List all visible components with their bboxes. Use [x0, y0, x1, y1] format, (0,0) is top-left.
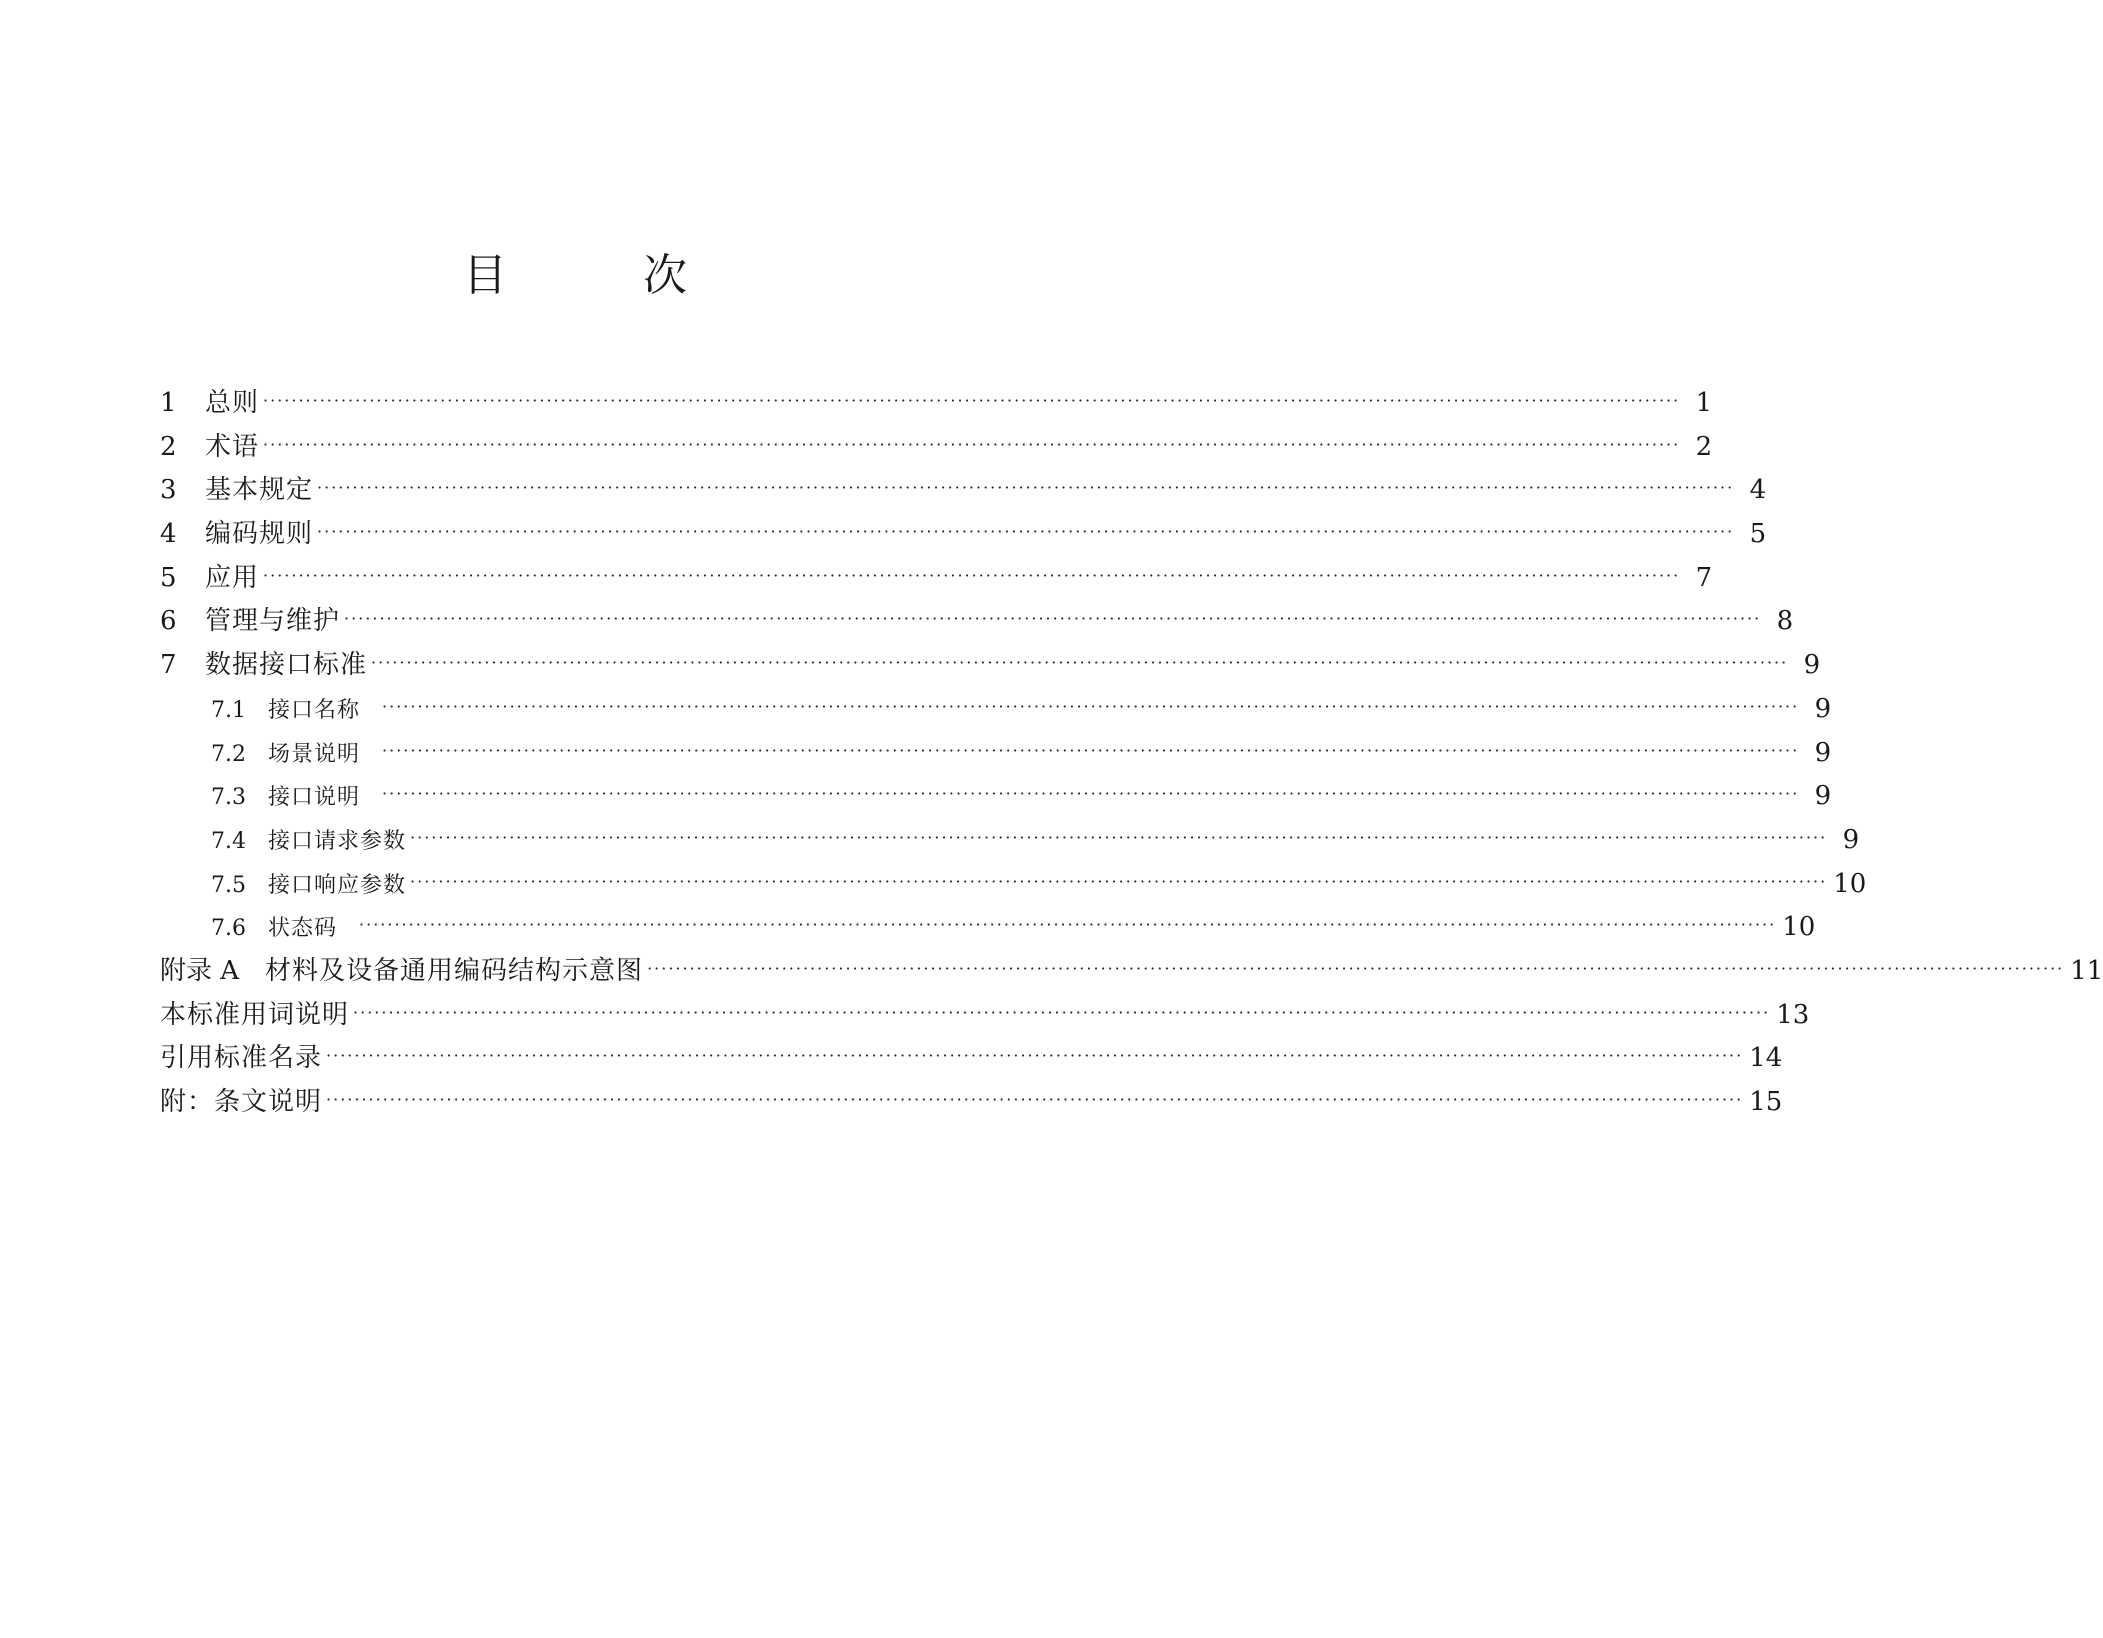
- toc-entry[interactable]: [160, 557, 1713, 601]
- toc-entry[interactable]: [160, 1037, 1783, 1081]
- toc-dot-leader: ········································································································································································································: [263, 565, 1681, 585]
- toc-dot-leader: ········································································································································································································: [326, 1046, 1744, 1066]
- toc-entry[interactable]: [160, 426, 1713, 470]
- toc-dot-leader: ········································································································································································································: [359, 915, 1777, 935]
- toc-entry-label: 材料及设备通用编码结构示意图: [265, 955, 644, 986]
- toc-entry[interactable]: [160, 863, 1867, 907]
- toc-entry-page: 15: [1749, 1087, 1783, 1117]
- toc-entry-label: 引用标准名录: [160, 1043, 323, 1074]
- toc-entry-page: 11: [2070, 955, 2103, 986]
- toc-entry-number: 1: [160, 388, 177, 418]
- toc-dot-leader: ········································································································································································································: [371, 653, 1789, 673]
- toc-entry-page: 13: [1776, 999, 1810, 1030]
- toc-entry-number: 5: [160, 562, 177, 593]
- toc-entry-page: 10: [1833, 868, 1867, 899]
- toc-entry[interactable]: [160, 600, 1794, 644]
- toc-entry[interactable]: [160, 950, 2103, 994]
- toc-entry-label: 术语: [205, 431, 260, 462]
- toc-entry-page: 9: [1814, 781, 1832, 812]
- toc-entry-label: 编码规则: [205, 519, 314, 550]
- toc-entry[interactable]: [160, 1081, 1783, 1125]
- toc-entry-label: 管理与维护: [205, 606, 341, 637]
- toc-entry-page: 1: [1695, 388, 1713, 418]
- toc-dot-leader: ········································································································································································································: [382, 696, 1800, 716]
- toc-entry-label: 接口说明: [268, 785, 361, 811]
- toc-entry-number: 7.1: [211, 697, 246, 723]
- toc-entry-number: 7.5: [211, 872, 246, 898]
- toc-entry-label: 附：条文说明: [160, 1087, 323, 1117]
- toc-entry-page: 10: [1782, 912, 1816, 943]
- toc-entry-label: 基本规定: [205, 475, 314, 506]
- toc-entry-page: 9: [1814, 693, 1832, 724]
- toc-entry-label: 场景说明: [268, 741, 361, 767]
- toc-entry[interactable]: [160, 819, 1860, 863]
- toc-dot-leader: ········································································································································································································: [382, 740, 1800, 760]
- toc-title: 目 次: [463, 250, 733, 301]
- toc-entry-number: 6: [160, 606, 177, 637]
- toc-entry-label: 接口请求参数: [268, 828, 407, 854]
- toc-dot-leader: ········································································································································································································: [317, 478, 1735, 498]
- toc-entry-page: 8: [1776, 606, 1794, 637]
- toc-entry[interactable]: [160, 994, 1810, 1038]
- toc-dot-leader: ········································································································································································································: [263, 434, 1681, 454]
- toc-entry-page: 9: [1842, 824, 1860, 855]
- toc-entry-page: 5: [1749, 519, 1767, 550]
- toc-entry[interactable]: [160, 382, 1713, 426]
- toc-dot-leader: ········································································································································································································: [410, 871, 1828, 891]
- toc-entry-label: 状态码: [268, 916, 338, 942]
- toc-entry-page: 4: [1749, 475, 1767, 506]
- toc-entry[interactable]: [160, 469, 1767, 513]
- toc-entry[interactable]: [160, 906, 1816, 950]
- toc-dot-leader: ········································································································································································································: [263, 391, 1681, 410]
- toc-entry[interactable]: [160, 688, 1832, 732]
- toc-entry-label: 总则: [205, 388, 260, 418]
- toc-entry-number: 7.6: [211, 916, 246, 942]
- toc-entry-label: 应用: [205, 562, 260, 593]
- toc-entry[interactable]: [160, 775, 1832, 819]
- toc-entry-number: 7.4: [211, 828, 246, 854]
- toc-dot-leader: ········································································································································································································: [353, 1002, 1771, 1022]
- toc-entry-page: 9: [1814, 737, 1832, 768]
- toc-entry-number: 4: [160, 519, 177, 550]
- toc-entry-page: 14: [1749, 1043, 1783, 1074]
- toc-entry[interactable]: [160, 513, 1767, 557]
- toc-entry-number: 7: [160, 650, 177, 681]
- toc-entry-number: 2: [160, 431, 177, 462]
- toc-entry-number: 7.2: [211, 741, 246, 767]
- toc-entry-number: 3: [160, 475, 177, 506]
- toc-entry-page: 9: [1803, 650, 1821, 681]
- toc-list: [160, 382, 2103, 1125]
- toc-entry-label: 数据接口标准: [205, 650, 368, 681]
- toc-dot-leader: ········································································································································································································: [317, 522, 1735, 542]
- toc-dot-leader: ········································································································································································································: [410, 827, 1828, 847]
- toc-entry-number: 7.3: [211, 785, 246, 811]
- toc-dot-leader: ········································································································································································································: [382, 784, 1800, 804]
- toc-entry-label: 本标准用词说明: [160, 999, 350, 1030]
- toc-entry-label: 接口名称: [268, 697, 361, 723]
- toc-entry-page: 2: [1695, 431, 1713, 462]
- toc-dot-leader: ········································································································································································································: [326, 1090, 1744, 1109]
- toc-entry-page: 7: [1695, 562, 1713, 593]
- toc-entry[interactable]: [160, 644, 1821, 688]
- toc-dot-leader: ········································································································································································································: [647, 958, 2065, 978]
- toc-entry-label: 接口响应参数: [268, 872, 407, 898]
- toc-dot-leader: ········································································································································································································: [344, 609, 1762, 629]
- toc-entry[interactable]: [160, 732, 1832, 776]
- toc-entry-number: 附录 A: [160, 955, 240, 986]
